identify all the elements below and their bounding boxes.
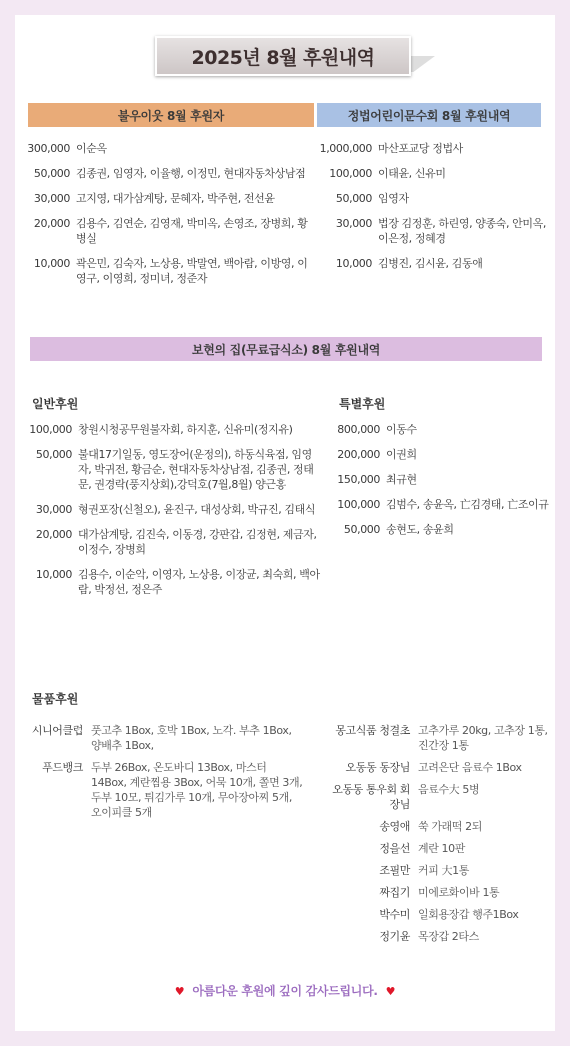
donation-row: [332, 497, 557, 512]
goods-donor: 정기윤: [379, 930, 410, 943]
donor-names: 형권포장(신철오), 윤진구, 대성상회, 박규진, 김태식: [78, 503, 316, 516]
donor-names: 임영자: [378, 192, 409, 205]
goods-items: 커피 大1통: [418, 864, 469, 877]
donor-names: 이태윤, 신유미: [378, 167, 446, 180]
donor-names: 대가삼계탕, 김진숙, 이동경, 강판갑, 김정현, 제금자, 이정수, 장병희: [78, 528, 317, 556]
donation-amount: 30,000: [33, 192, 70, 205]
goods-donor: 오동동 동장님: [345, 761, 410, 774]
special-donation-title: 특별후원: [339, 397, 386, 411]
goods-row: [328, 929, 553, 944]
goods-row: [28, 723, 303, 753]
neighbor-donors-header: 불우이웃 8월 후원자: [28, 103, 314, 127]
donation-amount: 100,000: [337, 498, 380, 511]
donation-row: [318, 191, 554, 206]
goods-donor: 푸드뱅크: [42, 761, 83, 774]
donation-row: [318, 216, 554, 246]
goods-donor: 몽고식품 청결초: [335, 724, 410, 737]
donor-names: 창원시청공무원불자회, 하지훈, 신유미(정지유): [78, 423, 293, 436]
donor-names: 불대17기일동, 영도장어(운정의), 하동식육점, 임영자, 박귀전, 황금순, 현대자동차상남점, 김종권, 정태문, 권경락(풍지상회),강덕호(7월,8월) 양근홍: [78, 448, 314, 491]
donation-amount: 10,000: [35, 568, 72, 581]
donation-row: [24, 502, 324, 517]
donation-amount: 30,000: [35, 503, 72, 516]
goods-items: 음료수大 5병: [418, 783, 480, 796]
free-meal-center-header: 보현의 집(무료급식소) 8월 후원내역: [30, 337, 542, 361]
goods-donor: 정을선: [379, 842, 410, 855]
donation-amount: 50,000: [343, 523, 380, 536]
donation-amount: 50,000: [33, 167, 70, 180]
goods-items: 풋고추 1Box, 호박 1Box, 노각. 부추 1Box, 양배추 1Box,: [91, 724, 292, 752]
goods-donor: 오동동 통우회 회장님: [332, 783, 410, 811]
donation-amount: 30,000: [335, 217, 372, 230]
donation-amount: 200,000: [337, 448, 380, 461]
goods-items: 두부 26Box, 온도바디 13Box, 마스터 14Box, 계란찜용 3Box, 어묵 10개, 쫄면 3개, 두부 10모, 튀김가루 10개, 무아장아찌 5개, 오이피클 5개: [91, 761, 303, 819]
neighbor-donor-list: [24, 141, 314, 296]
donation-amount: 20,000: [35, 528, 72, 541]
donor-names: 최규현: [386, 473, 417, 486]
donation-amount: 150,000: [337, 473, 380, 486]
donation-amount: 800,000: [337, 423, 380, 436]
goods-items: 고추가루 20kg, 고추장 1통, 진간장 1통: [418, 724, 548, 752]
goods-row: [328, 863, 553, 878]
donor-names: 이동수: [386, 423, 417, 436]
donor-names: 이순옥: [76, 142, 107, 155]
donation-row: [318, 141, 554, 156]
page-title: 2025년 8월 후원내역: [155, 36, 411, 76]
donor-names: 이권희: [386, 448, 417, 461]
goods-items: 목장갑 2타스: [418, 930, 479, 943]
donor-names: 김범수, 송윤옥, 亡김경태, 亡조이규: [386, 498, 549, 511]
donation-row: [24, 527, 324, 557]
goods-donor: 송영애: [379, 820, 410, 833]
goods-row: [328, 907, 553, 922]
goods-row: [328, 885, 553, 900]
goods-row: [328, 819, 553, 834]
donation-row: [318, 256, 554, 271]
goods-donor: 박수미: [379, 908, 410, 921]
goods-items: 계란 10판: [418, 842, 465, 855]
donation-amount: 50,000: [35, 448, 72, 461]
donation-row: [332, 447, 557, 462]
special-donation-list: [332, 422, 557, 547]
donor-names: 김용수, 김연순, 김영재, 박미옥, 손영조, 장병희, 황병실: [76, 217, 308, 245]
donation-row: [24, 166, 314, 181]
children-society-donor-list: [318, 141, 554, 281]
goods-left-list: [28, 723, 303, 827]
donation-row: [332, 472, 557, 487]
goods-donor: 조필만: [379, 864, 410, 877]
donation-row: [332, 422, 557, 437]
donor-names: 곽은민, 김숙자, 노상용, 박말연, 백아람, 이방영, 이영구, 이영희, 정미녀, 정준자: [76, 257, 308, 285]
donation-row: [24, 256, 314, 286]
donation-amount: 100,000: [329, 167, 372, 180]
goods-donor: 짜집기: [379, 886, 410, 899]
goods-items: 고려은단 음료수 1Box: [418, 761, 522, 774]
donor-names: 고지영, 대가삼계탕, 문혜자, 박주현, 전선윤: [76, 192, 275, 205]
donor-names: 김병진, 김시윤, 김동애: [378, 257, 483, 270]
goods-right-list: [328, 723, 553, 951]
donation-row: [24, 422, 324, 437]
donation-amount: 20,000: [33, 217, 70, 230]
donation-amount: 300,000: [27, 142, 70, 155]
thanks-text: 아름다운 후원에 깊이 감사드립니다.: [192, 984, 378, 998]
donor-names: 김용수, 이순악, 이영자, 노상용, 이장균, 최숙희, 백아람, 박정선, 정은주: [78, 568, 320, 596]
donor-names: 법장 김정훈, 하린영, 양종숙, 안미옥, 이은정, 정혜경: [378, 217, 546, 245]
goods-row: [328, 782, 553, 812]
goods-donor: 시니어클럽: [31, 724, 83, 737]
goods-items: 일회용장갑 행주1Box: [418, 908, 519, 921]
donation-amount: 10,000: [335, 257, 372, 270]
general-donation-list: [24, 422, 324, 607]
donation-row: [24, 567, 324, 597]
general-donation-title: 일반후원: [32, 397, 79, 411]
heart-icon: ♥: [385, 985, 396, 998]
donation-row: [332, 522, 557, 537]
page-title-banner: [155, 36, 435, 76]
goods-donation-title: 물품후원: [32, 692, 79, 706]
donation-row: [318, 166, 554, 181]
donor-names: 김종권, 임영자, 이율행, 이정민, 현대자동차상남점: [76, 167, 306, 180]
donation-row: [24, 141, 314, 156]
donation-amount: 50,000: [335, 192, 372, 205]
goods-row: [28, 760, 303, 820]
donation-amount: 10,000: [33, 257, 70, 270]
goods-row: [328, 841, 553, 856]
donation-row: [24, 447, 324, 492]
children-society-header: 정법어린이문수회 8월 후원내역: [317, 103, 541, 127]
donation-amount: 100,000: [29, 423, 72, 436]
heart-icon: ♥: [174, 985, 185, 998]
thanks-message: [0, 982, 570, 999]
goods-items: 미에로화이바 1통: [418, 886, 500, 899]
donor-names: 마산포교당 정법사: [378, 142, 463, 155]
goods-row: [328, 760, 553, 775]
goods-row: [328, 723, 553, 753]
donation-amount: 1,000,000: [319, 142, 372, 155]
donation-row: [24, 191, 314, 206]
donation-row: [24, 216, 314, 246]
goods-items: 쑥 가래떡 2되: [418, 820, 482, 833]
donor-names: 송현도, 송윤희: [386, 523, 454, 536]
